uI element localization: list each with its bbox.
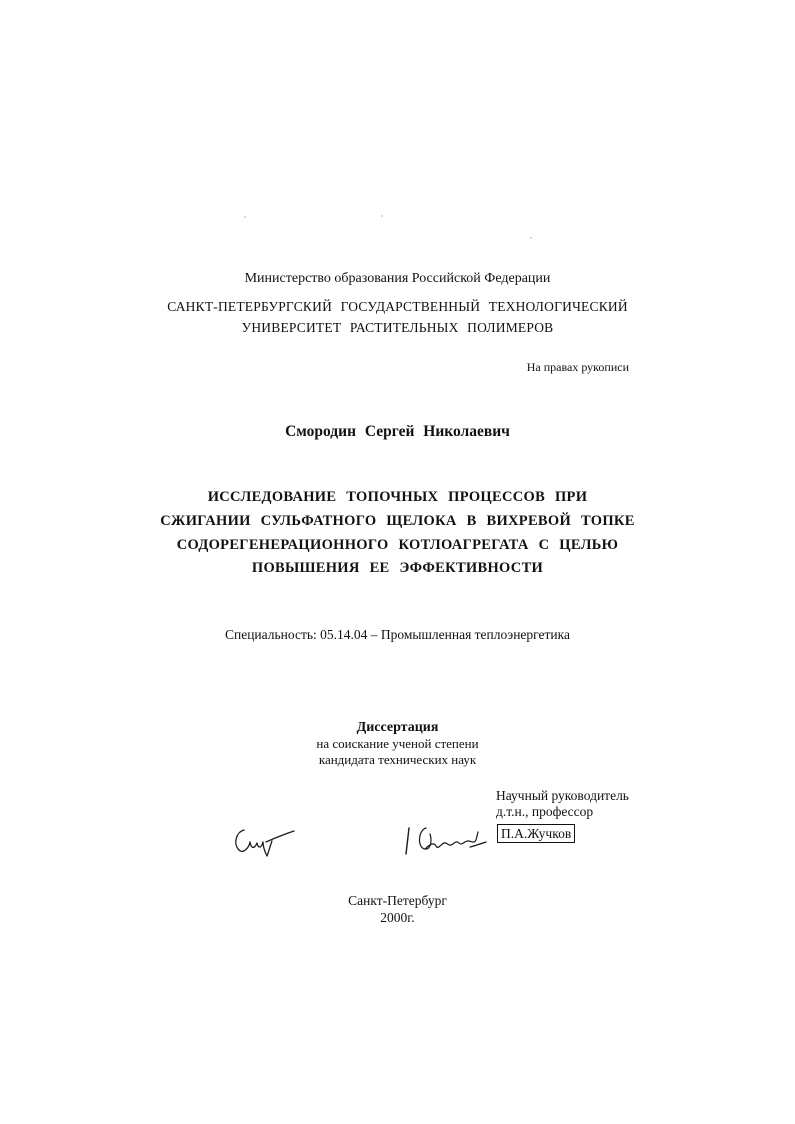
thesis-title-line: ПОВЫШЕНИЯ ЕЕ ЭФФЕКТИВНОСТИ	[251, 560, 544, 576]
ministry-name: Министерство образования Российской Федерации	[244, 271, 551, 286]
city: Санкт-Петербург	[348, 893, 447, 908]
specialty: Специальность: 05.14.04 – Промышленная теплоэнергетика	[224, 627, 570, 642]
manuscript-note: На правах рукописи	[526, 360, 629, 374]
dissertation-heading: Диссертация	[356, 720, 439, 735]
signature-icon	[230, 820, 300, 860]
thesis-title-line: ИССЛЕДОВАНИЕ ТОПОЧНЫХ ПРОЦЕССОВ ПРИ	[207, 489, 588, 505]
advisor-name: П.А.Жучков	[497, 824, 575, 843]
advisor-degree: д.т.н., профессор	[496, 804, 594, 819]
signature-icon	[400, 818, 490, 858]
university-name-line2: УНИВЕРСИТЕТ РАСТИТЕЛЬНЫХ ПОЛИМЕРОВ	[241, 320, 554, 335]
year: 2000г.	[380, 910, 415, 925]
university-name-line1: САНКТ-ПЕТЕРБУРГСКИЙ ГОСУДАРСТВЕННЫЙ ТЕХНОЛОГИЧЕСКИЙ	[167, 299, 628, 314]
degree-line: кандидата технических наук	[318, 752, 477, 767]
degree-line: на соискание ученой степени	[316, 736, 479, 751]
thesis-title-line: СЖИГАНИИ СУЛЬФАТНОГО ЩЕЛОКА В ВИХРЕВОЙ ТОПКЕ	[160, 513, 635, 529]
thesis-title-line: СОДОРЕГЕНЕРАЦИОННОГО КОТЛОАГРЕГАТА С ЦЕЛЬЮ	[176, 537, 619, 553]
advisor-role: Научный руководитель	[496, 788, 629, 803]
author-name: Смородин Сергей Николаевич	[285, 423, 510, 440]
